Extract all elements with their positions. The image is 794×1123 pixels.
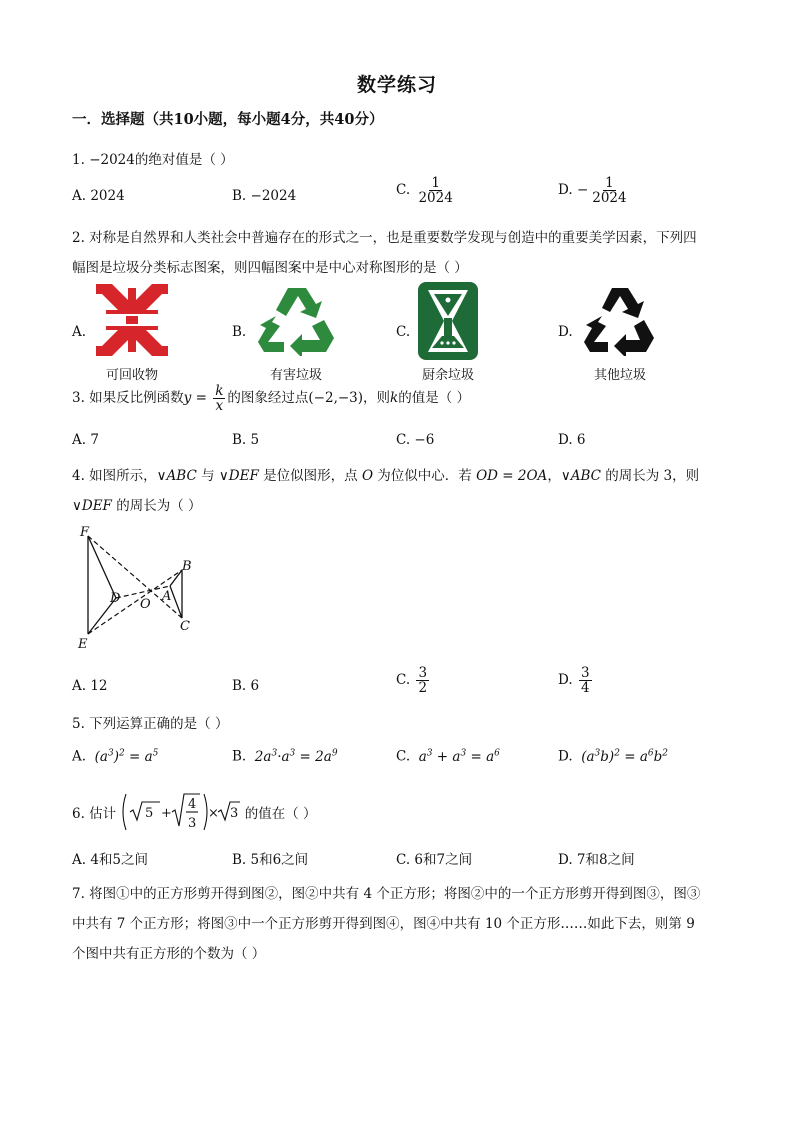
section-heading: 一．选择题（共10小题，每小题4分，共40分） bbox=[72, 111, 384, 128]
label-e: E bbox=[78, 637, 88, 652]
label-b: B bbox=[182, 559, 192, 574]
q1-d-num: 1 bbox=[605, 175, 614, 191]
q3-mid: 的图象经过点 bbox=[227, 390, 309, 407]
q2-line-1: 2. 对称是自然界和人类社会中普遍存在的形式之一，也是重要数学发现与创造中的重要美学因素，下列四 bbox=[72, 230, 697, 246]
q5-c-label: C. bbox=[396, 748, 411, 765]
q4-option-c[interactable] bbox=[396, 666, 431, 695]
question-1 bbox=[72, 148, 234, 168]
question-6 bbox=[72, 790, 317, 834]
label-c: C bbox=[180, 619, 190, 634]
q1-option-b[interactable]: B. −2024 bbox=[232, 188, 297, 204]
svg-text:4: 4 bbox=[188, 797, 197, 812]
other-waste-icon bbox=[582, 282, 660, 356]
q5-option-a[interactable] bbox=[72, 748, 158, 765]
q1-d-den: 2024 bbox=[592, 190, 627, 207]
q5-option-b[interactable] bbox=[232, 748, 338, 765]
label-d: D bbox=[110, 591, 121, 606]
q5-c-expr: $a^3 + a^3 = a^6$ bbox=[414, 748, 500, 765]
q4-line-2 bbox=[72, 494, 202, 514]
q5-b-expr: $2a^3\cdot a^3 = 2a^9$ bbox=[250, 748, 338, 765]
q3-option-a[interactable]: A. 7 bbox=[72, 432, 99, 448]
q6-option-c[interactable]: C. 6和7之间 bbox=[396, 852, 473, 868]
q3-k: k bbox=[215, 383, 224, 399]
q1-option-c-fraction bbox=[416, 176, 454, 205]
page-title: 数学练习 bbox=[356, 74, 437, 96]
q4-option-c-label: C. bbox=[396, 672, 411, 689]
q2-option-a[interactable]: A. bbox=[72, 324, 87, 340]
q1-option-d[interactable] bbox=[558, 176, 631, 205]
q1-expr: −2024 bbox=[89, 152, 135, 168]
q1-option-c[interactable] bbox=[396, 176, 457, 205]
q1-option-d-minus: − bbox=[576, 182, 589, 199]
homothety-figure bbox=[74, 522, 204, 652]
q6-post: 的值在（ ） bbox=[244, 806, 317, 822]
q4-eq: OD = 2OA bbox=[476, 468, 548, 484]
q4-option-b[interactable]: B. 6 bbox=[232, 678, 260, 694]
q4-o: O bbox=[361, 468, 374, 484]
q1-option-d-label: D. bbox=[558, 182, 573, 199]
svg-text:+: + bbox=[161, 806, 173, 821]
q3-post: ，则 bbox=[363, 390, 391, 407]
q4-option-a[interactable]: A. 12 bbox=[72, 678, 108, 694]
q1-option-a[interactable]: A. 2024 bbox=[72, 188, 125, 204]
q1-number: 1. bbox=[72, 152, 85, 168]
q2-option-d[interactable]: D. bbox=[558, 324, 573, 340]
q3-option-c[interactable]: C. −6 bbox=[396, 432, 435, 448]
q4-abc2: ∨ABC bbox=[560, 468, 601, 484]
q6-option-b[interactable]: B. 5和6之间 bbox=[232, 852, 309, 868]
q4-end: 的周长为 3，则 bbox=[600, 468, 700, 484]
q2-caption-d: 其他垃圾 bbox=[593, 368, 646, 383]
q4-comma: ， bbox=[547, 468, 561, 484]
q3-option-d[interactable]: D. 6 bbox=[558, 432, 586, 448]
q3-eq: = bbox=[191, 390, 212, 407]
q4-option-d-fraction bbox=[579, 666, 592, 695]
q4-c-num: 3 bbox=[418, 665, 428, 681]
q2-caption-c: 厨余垃圾 bbox=[421, 368, 474, 383]
q4-mid2: 为位似中心．若 bbox=[373, 468, 477, 484]
svg-text:3: 3 bbox=[188, 816, 197, 831]
q4-abc: ∨ABC bbox=[156, 468, 197, 484]
hazardous-waste-icon bbox=[254, 282, 340, 356]
label-o: O bbox=[140, 597, 151, 612]
svg-text:×: × bbox=[208, 806, 220, 821]
q3-end: 的值是（ ） bbox=[398, 390, 471, 407]
q4-pre: 4. 如图所示， bbox=[72, 468, 157, 484]
q7-line-1: 7. 将图①中的正方形剪开得到图②，图②中共有 4 个正方形；将图②中的一个正方形剪开得到图③，图③ bbox=[72, 886, 701, 902]
q4-c-den: 2 bbox=[418, 680, 428, 697]
svg-text:5: 5 bbox=[145, 806, 154, 821]
q5-a-label: A. bbox=[72, 748, 87, 765]
q1-c-num: 1 bbox=[431, 175, 440, 191]
q2-caption-a: 可回收物 bbox=[105, 368, 158, 383]
q3-prefix: 3. 如果反比例函数 bbox=[72, 390, 184, 407]
q5-d-expr: $(a^3b)^2 = a^6b^2$ bbox=[576, 748, 669, 765]
q4-def2: ∨DEF bbox=[72, 498, 112, 514]
recyclable-icon bbox=[92, 282, 172, 358]
q7-line-3: 个图中共有正方形的个数为（ ） bbox=[72, 946, 266, 962]
q3-fraction bbox=[213, 384, 225, 413]
q1-c-den: 2024 bbox=[418, 190, 453, 207]
q4-line-1 bbox=[72, 464, 699, 484]
q3-kvar: k bbox=[390, 390, 399, 407]
q3-x: x bbox=[215, 398, 224, 415]
label-a: A bbox=[162, 589, 172, 604]
q5-option-c[interactable] bbox=[396, 748, 500, 765]
q6-option-d[interactable]: D. 7和8之间 bbox=[558, 852, 635, 868]
label-f: F bbox=[80, 525, 90, 540]
q5-option-d[interactable] bbox=[558, 748, 668, 765]
q4-line2-text: 的周长为（ ） bbox=[111, 498, 202, 514]
q5-stem: 5. 下列运算正确的是（ ） bbox=[72, 716, 229, 732]
q2-option-c[interactable]: C. bbox=[396, 324, 411, 340]
q5-b-label: B. bbox=[232, 748, 247, 765]
q5-a-expr: $(a^3)^2 = a^5$ bbox=[90, 748, 159, 765]
q2-line-2: 幅图是垃圾分类标志图案，则四幅图案中是中心对称图形的是（ ） bbox=[72, 260, 468, 276]
q4-def: ∨DEF bbox=[218, 468, 259, 484]
q1-option-d-fraction bbox=[590, 176, 628, 205]
q4-d-den: 4 bbox=[580, 680, 590, 697]
q2-option-b[interactable]: B. bbox=[232, 324, 247, 340]
q7-line-2: 中共有 7 个正方形；将图③中一个正方形剪开得到图④，图④中共有 10 个正方形……如此下去，则第 9 bbox=[72, 916, 695, 932]
question-3 bbox=[72, 384, 470, 413]
q3-option-b[interactable]: B. 5 bbox=[232, 432, 260, 448]
q1-option-c-label: C. bbox=[396, 182, 411, 199]
kitchen-waste-icon bbox=[418, 282, 478, 360]
q3-point: (−2,−3) bbox=[308, 390, 364, 407]
q4-d-num: 3 bbox=[580, 665, 590, 681]
q4-yu: 与 bbox=[196, 468, 219, 484]
q4-option-c-fraction bbox=[416, 666, 429, 695]
q6-expression bbox=[120, 790, 240, 834]
q6-option-a[interactable]: A. 4和5之间 bbox=[72, 852, 149, 868]
svg-text:3: 3 bbox=[230, 806, 239, 821]
q3-y: y bbox=[183, 390, 192, 407]
q2-caption-b: 有害垃圾 bbox=[269, 368, 322, 383]
q4-mid: 是位似图形，点 bbox=[258, 468, 362, 484]
q6-pre: 6. 估计 bbox=[72, 806, 117, 822]
q4-option-d[interactable] bbox=[558, 666, 594, 695]
q4-option-d-label: D. bbox=[558, 672, 573, 689]
q5-d-label: D. bbox=[558, 748, 573, 765]
q1-text: 的绝对值是（ ） bbox=[134, 152, 234, 168]
